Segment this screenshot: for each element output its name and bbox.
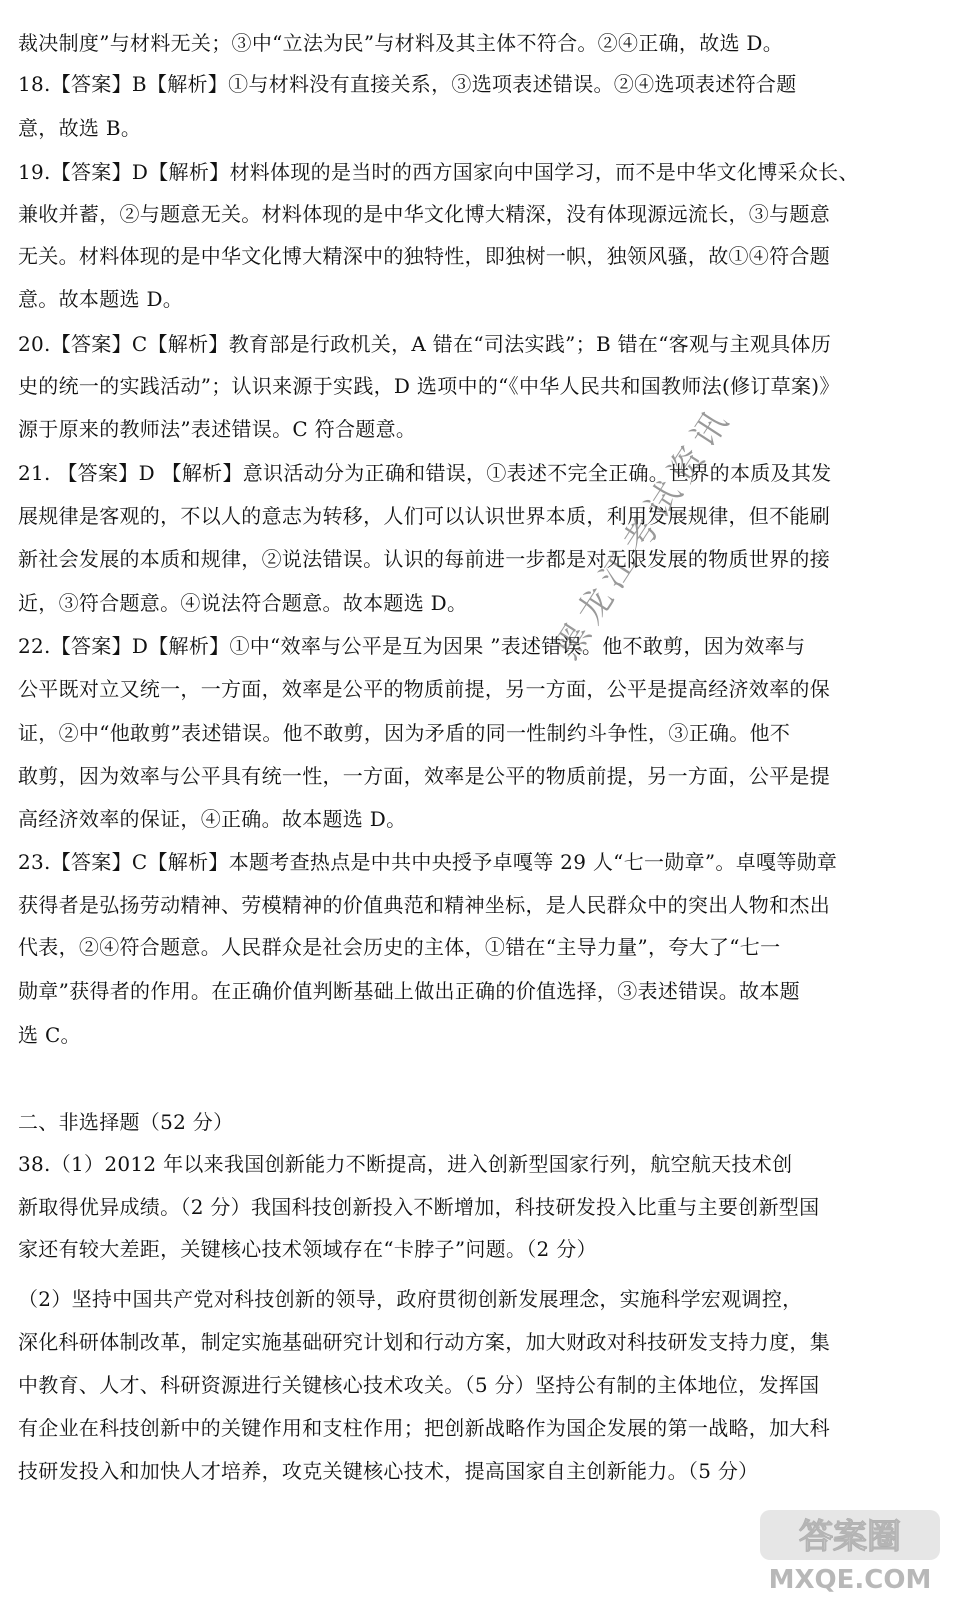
text-line: 19.【答案】D【解析】材料体现的是当时的西方国家向中国学习，而不是中华文化博采众长、 [18,160,859,184]
text-line: 20.【答案】C【解析】教育部是行政机关，A 错在“司法实践”；B 错在“客观与主观具体历 [18,332,832,356]
text-line: 近，③符合题意。④说法符合题意。故本题选 D。 [18,591,468,615]
logo-top-text: 答案圈 [799,1517,901,1557]
site-logo [746,1504,951,1596]
text-line: 新取得优异成绩。（2 分）我国科技创新投入不断增加，科技研发投入比重与主要创新型国 [18,1195,820,1219]
text-line: 38.（1）2012 年以来我国创新能力不断提高，进入创新型国家行列，航空航天技术创 [18,1152,793,1176]
text-line: 22.【答案】D【解析】①中“效率与公平是互为因果 ”表述错误。他不敢剪，因为效率与 [18,634,806,658]
text-line: 21. 【答案】D 【解析】意识活动分为正确和错误，①表述不完全正确。世界的本质及其发 [18,461,832,485]
text-line: 意，故选 B。 [18,116,142,140]
text-line: 意。故本题选 D。 [18,287,184,311]
text-line: 有企业在科技创新中的关键作用和支柱作用；把创新战略作为国企发展的第一战略，加大科 [18,1416,830,1440]
watermark-text: 黑龙江考试资讯 [546,397,741,667]
text-line: 23.【答案】C【解析】本题考查热点是中共中央授予卓嘎等 29 人“七一勋章”。卓嘎等勋章 [18,850,838,874]
text-line: （2）坚持中国共产党对科技创新的领导，政府贯彻创新发展理念，实施科学宏观调控， [18,1287,803,1311]
text-line: 技研发投入和加快人才培养，攻克关键核心技术，提高国家自主创新能力。（5 分） [18,1459,759,1483]
text-line: 兼收并蓄，②与题意无关。材料体现的是中华文化博大精深，没有体现源远流长，③与题意 [18,202,830,226]
text-line: 深化科研体制改革，制定实施基础研究计划和行动方案，加大财政对科技研发支持力度，集 [18,1330,830,1354]
logo-bottom-text: MXQE.COM [768,1565,932,1595]
text-line: 获得者是弘扬劳动精神、劳模精神的价值典范和精神坐标，是人民群众中的突出人物和杰出 [18,893,830,917]
text-line: 敢剪，因为效率与公平具有统一性，一方面，效率是公平的物质前提，另一方面，公平是提 [18,764,830,788]
text-line: 高经济效率的保证，④正确。故本题选 D。 [18,807,407,831]
text-line: 史的统一的实践活动”；认识来源于实践，D 选项中的“《中华人民共和国教师法(修订草案)》 [18,374,840,398]
text-line: 代表，②④符合题意。人民群众是社会历史的主体，①错在“主导力量”，夸大了“七一 [18,935,781,959]
text-line: 中教育、人才、科研资源进行关键核心技术攻关。（5 分）坚持公有制的主体地位，发挥国 [18,1373,820,1397]
text-line: 新社会发展的本质和规律，②说法错误。认识的每前进一步都是对无限发展的物质世界的接 [18,547,830,571]
text-line: 无关。材料体现的是中华文化博大精深中的独特性，即独树一帜，独领风骚，故①④符合题 [18,244,830,268]
text-line: 展规律是客观的，不以人的意志为转移，人们可以认识世界本质，利用发展规律，但不能刷 [18,504,830,528]
text-line: 选 C。 [18,1023,81,1047]
section-heading: 二、非选择题（52 分） [18,1110,234,1134]
text-line: 公平既对立又统一，一方面，效率是公平的物质前提，另一方面，公平是提高经济效率的保 [18,677,830,701]
text-line: 证，②中“他敢剪”表述错误。他不敢剪，因为矛盾的同一性制约斗争性，③正确。他不 [18,721,791,745]
text-line: 裁决制度”与材料无关；③中“立法为民”与材料及其主体不符合。②④正确，故选 D。 [18,31,784,55]
text-line: 家还有较大差距，关键核心技术领域存在“卡脖子”问题。（2 分） [18,1237,597,1261]
text-line: 源于原来的教师法”表述错误。C 符合题意。 [18,417,417,441]
text-line: 18.【答案】B【解析】①与材料没有直接关系，③选项表述错误。②④选项表述符合题 [18,72,797,96]
text-line: 勋章”获得者的作用。在正确价值判断基础上做出正确的价值选择，③表述错误。故本题 [18,979,800,1003]
